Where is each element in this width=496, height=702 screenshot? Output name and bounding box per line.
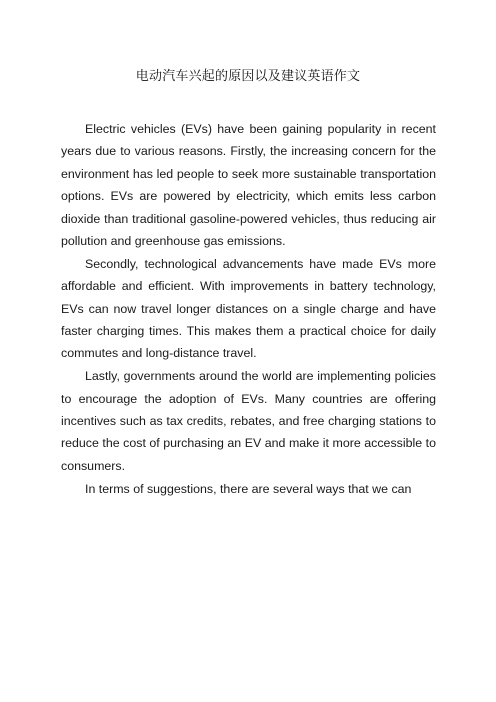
paragraph-1: Electric vehicles (EVs) have been gaining popularity in recent years due to various reasons. Firstly, the increasing concern for the environment has led people to seek more sustainable transportation options. EVs are powered by electricity, which emits less carbon dioxide than traditional gasoline-powered vehicles, thus reducing air pollution and greenhouse gas emissions.: [61, 122, 436, 249]
document-body: [61, 118, 436, 500]
paragraph-3: Lastly, governments around the world are implementing policies to encourage the adoption of EVs. Many countries are offering incentives such as tax credits, rebates, and free charging stations to reduce the cost of purchasing an EV and make it more accessible to consumers.: [61, 369, 436, 473]
paragraph-2: Secondly, technological advancements have made EVs more affordable and efficient. With improvements in battery technology, EVs can now travel longer distances on a single charge and have faster charging times. This makes them a practical choice for daily commutes and long-distance travel.: [61, 256, 436, 361]
page-title: 电动汽车兴起的原因以及建议英语作文: [135, 69, 361, 84]
paragraph-4: In terms of suggestions, there are several ways that we can: [85, 481, 412, 496]
